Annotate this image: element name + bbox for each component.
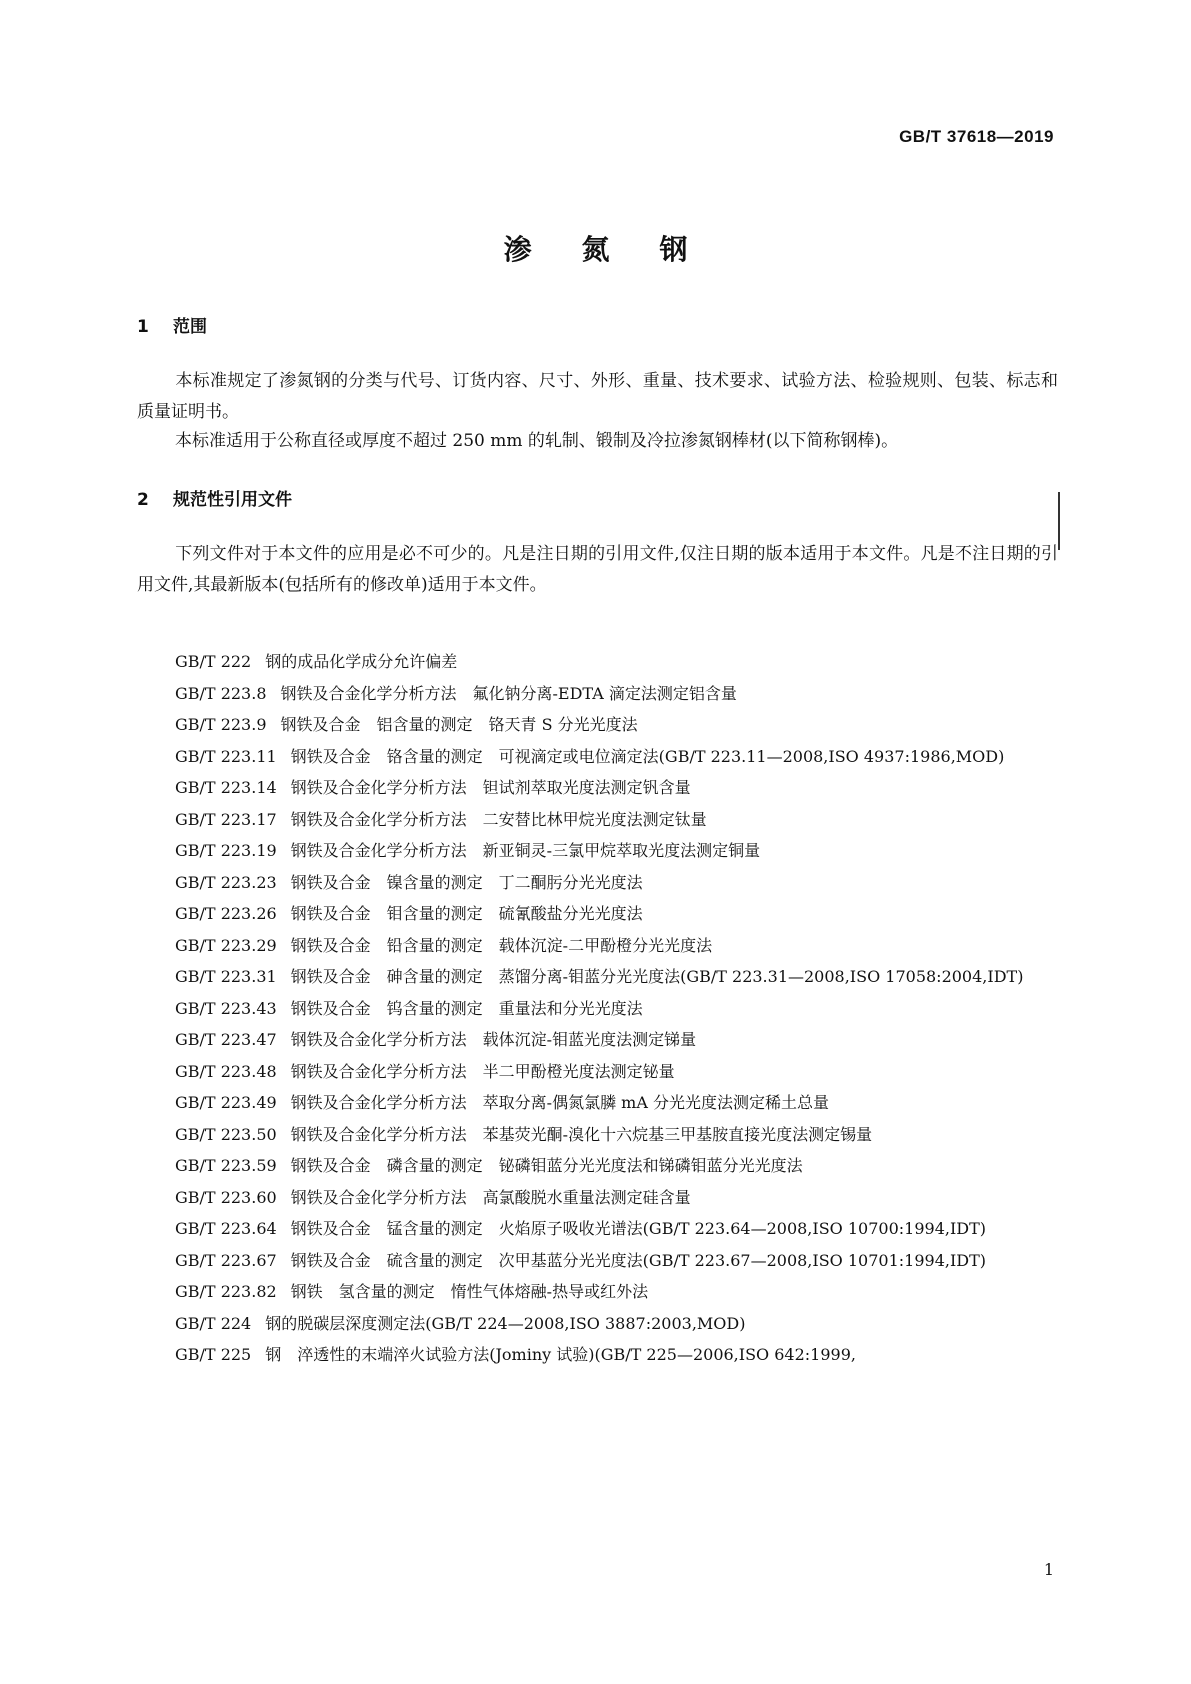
reference-title: 钢铁及合金化学分析方法 苯基荧光酮-溴化十六烷基三甲基胺直接光度法测定锡量 bbox=[290, 1124, 873, 1144]
reference-code: GB/T 223.47 bbox=[175, 1030, 277, 1049]
section-1-title: 范围 bbox=[173, 317, 207, 337]
reference-title: 钢铁及合金化学分析方法 新亚铜灵-三氯甲烷萃取光度法测定铜量 bbox=[290, 841, 761, 860]
reference-title: 钢铁及合金化学分析方法 载体沉淀-钼蓝光度法测定锑量 bbox=[290, 1030, 697, 1049]
reference-code: GB/T 223.59 bbox=[175, 1156, 277, 1175]
reference-item bbox=[137, 993, 1058, 1025]
reference-title: 钢铁及合金 铅含量的测定 载体沉淀-二甲酚橙分光光度法 bbox=[290, 935, 713, 955]
section-2-intro-text: 下列文件对于本文件的应用是必不可少的。凡是注日期的引用文件,仅注日期的版本适用于本文件。凡是不注日期的引用文件,其最新版本(包括所有的修改单)适用于本文件。 bbox=[137, 544, 1058, 595]
section-1-number: 1 bbox=[137, 317, 149, 337]
standard-number: GB/T 37618—2019 bbox=[899, 127, 1054, 146]
reference-item bbox=[137, 930, 1058, 962]
reference-item bbox=[137, 1056, 1058, 1088]
page-number: 1 bbox=[1043, 1560, 1054, 1579]
section-2-heading bbox=[137, 485, 292, 510]
reference-code: GB/T 223.11 bbox=[175, 746, 277, 766]
reference-title: 钢铁及合金 钨含量的测定 重量法和分光光度法 bbox=[290, 998, 643, 1018]
reference-title: 钢铁及合金 钼含量的测定 硫氰酸盐分光光度法 bbox=[290, 904, 643, 923]
reference-title: 钢铁及合金化学分析方法 高氯酸脱水重量法测定硅含量 bbox=[290, 1187, 691, 1207]
section-1-heading bbox=[137, 312, 207, 337]
reference-item bbox=[137, 1308, 1058, 1340]
reference-code: GB/T 223.14 bbox=[175, 778, 277, 797]
reference-title: 钢铁及合金 硫含量的测定 次甲基蓝分光光度法(GB/T 223.67—2008,ISO 10701:1994,IDT) bbox=[290, 1250, 987, 1270]
reference-code: GB/T 222 bbox=[175, 652, 252, 671]
reference-item bbox=[137, 772, 1058, 804]
reference-title: 钢铁及合金 锰含量的测定 火焰原子吸收光谱法(GB/T 223.64—2008,ISO 10700:1994,IDT) bbox=[290, 1219, 987, 1238]
section-1-paragraph-2-text: 本标准适用于公称直径或厚度不超过 250 mm 的轧制、锻制及冷拉渗氮钢棒材(以下简称钢棒)。 bbox=[175, 431, 899, 451]
reference-item bbox=[137, 1339, 1058, 1371]
reference-item bbox=[137, 961, 1058, 993]
reference-code: GB/T 223.67 bbox=[175, 1250, 277, 1270]
document-title: 渗氮钢 bbox=[503, 233, 738, 266]
reference-title: 钢铁及合金 铝含量的测定 铬天青 S 分光光度法 bbox=[280, 715, 638, 734]
section-1-paragraph-1 bbox=[137, 366, 1058, 428]
reference-item bbox=[137, 678, 1058, 710]
reference-code: GB/T 223.26 bbox=[175, 904, 277, 923]
reference-item bbox=[137, 835, 1058, 867]
reference-code: GB/T 223.8 bbox=[175, 683, 267, 703]
reference-code: GB/T 223.82 bbox=[175, 1282, 277, 1301]
section-2-intro bbox=[137, 539, 1058, 601]
section-1-paragraph-2 bbox=[137, 426, 1058, 457]
reference-title: 钢的成品化学成分允许偏差 bbox=[265, 652, 458, 671]
reference-item bbox=[137, 646, 1058, 678]
reference-code: GB/T 225 bbox=[175, 1345, 252, 1364]
reference-code: GB/T 223.9 bbox=[175, 715, 267, 734]
reference-title: 钢 淬透性的末端淬火试验方法(Jominy 试验)(GB/T 225—2006,ISO 642:1999, bbox=[265, 1345, 856, 1364]
reference-code: GB/T 223.43 bbox=[175, 998, 277, 1018]
reference-code: GB/T 223.17 bbox=[175, 809, 277, 829]
reference-item bbox=[137, 709, 1058, 741]
reference-title: 钢铁及合金化学分析方法 钽试剂萃取光度法测定钒含量 bbox=[290, 778, 691, 797]
reference-item bbox=[137, 867, 1058, 899]
reference-item bbox=[137, 1276, 1058, 1308]
reference-item bbox=[137, 1024, 1058, 1056]
section-2-title: 规范性引用文件 bbox=[173, 490, 292, 510]
reference-title: 钢铁及合金 磷含量的测定 铋磷钼蓝分光光度法和锑磷钼蓝分光光度法 bbox=[290, 1156, 803, 1175]
reference-title: 钢铁及合金化学分析方法 二安替比林甲烷光度法测定钛量 bbox=[290, 809, 707, 829]
reference-title: 钢铁及合金化学分析方法 萃取分离-偶氮氯膦 mA 分光光度法测定稀土总量 bbox=[290, 1093, 829, 1112]
reference-code: GB/T 223.60 bbox=[175, 1187, 277, 1207]
reference-code: GB/T 223.19 bbox=[175, 841, 277, 860]
reference-item bbox=[137, 804, 1058, 836]
reference-title: 钢的脱碳层深度测定法(GB/T 224—2008,ISO 3887:2003,MOD) bbox=[265, 1313, 746, 1333]
reference-item bbox=[137, 1213, 1058, 1245]
reference-item bbox=[137, 1119, 1058, 1151]
margin-change-bar bbox=[1058, 492, 1060, 550]
reference-code: GB/T 223.64 bbox=[175, 1219, 277, 1238]
reference-item bbox=[137, 898, 1058, 930]
reference-item bbox=[137, 1087, 1058, 1119]
reference-item bbox=[137, 741, 1058, 773]
section-2-number: 2 bbox=[137, 490, 149, 510]
reference-title: 钢铁及合金化学分析方法 半二甲酚橙光度法测定铋量 bbox=[290, 1061, 675, 1081]
reference-title: 钢铁及合金化学分析方法 氟化钠分离-EDTA 滴定法测定铝含量 bbox=[280, 683, 737, 703]
reference-title: 钢铁及合金 镍含量的测定 丁二酮肟分光光度法 bbox=[290, 872, 643, 892]
reference-code: GB/T 224 bbox=[175, 1313, 252, 1333]
reference-title: 钢铁及合金 砷含量的测定 蒸馏分离-钼蓝分光光度法(GB/T 223.31—2008,ISO 17058:2004,IDT) bbox=[290, 967, 1024, 986]
reference-title: 钢铁 氢含量的测定 惰性气体熔融-热导或红外法 bbox=[290, 1282, 649, 1301]
normative-reference-list bbox=[137, 646, 1058, 1371]
reference-code: GB/T 223.23 bbox=[175, 872, 277, 892]
reference-item bbox=[137, 1182, 1058, 1214]
section-1-paragraph-1-text: 本标准规定了渗氮钢的分类与代号、订货内容、尺寸、外形、重量、技术要求、试验方法、检验规则、包装、标志和质量证明书。 bbox=[137, 371, 1058, 422]
reference-code: GB/T 223.50 bbox=[175, 1124, 277, 1144]
reference-item bbox=[137, 1245, 1058, 1277]
reference-code: GB/T 223.48 bbox=[175, 1061, 277, 1081]
reference-code: GB/T 223.49 bbox=[175, 1093, 277, 1112]
reference-code: GB/T 223.31 bbox=[175, 967, 277, 986]
reference-code: GB/T 223.29 bbox=[175, 935, 277, 955]
reference-title: 钢铁及合金 铬含量的测定 可视滴定或电位滴定法(GB/T 223.11—2008,ISO 4937:1986,MOD) bbox=[290, 746, 1005, 766]
reference-item bbox=[137, 1150, 1058, 1182]
